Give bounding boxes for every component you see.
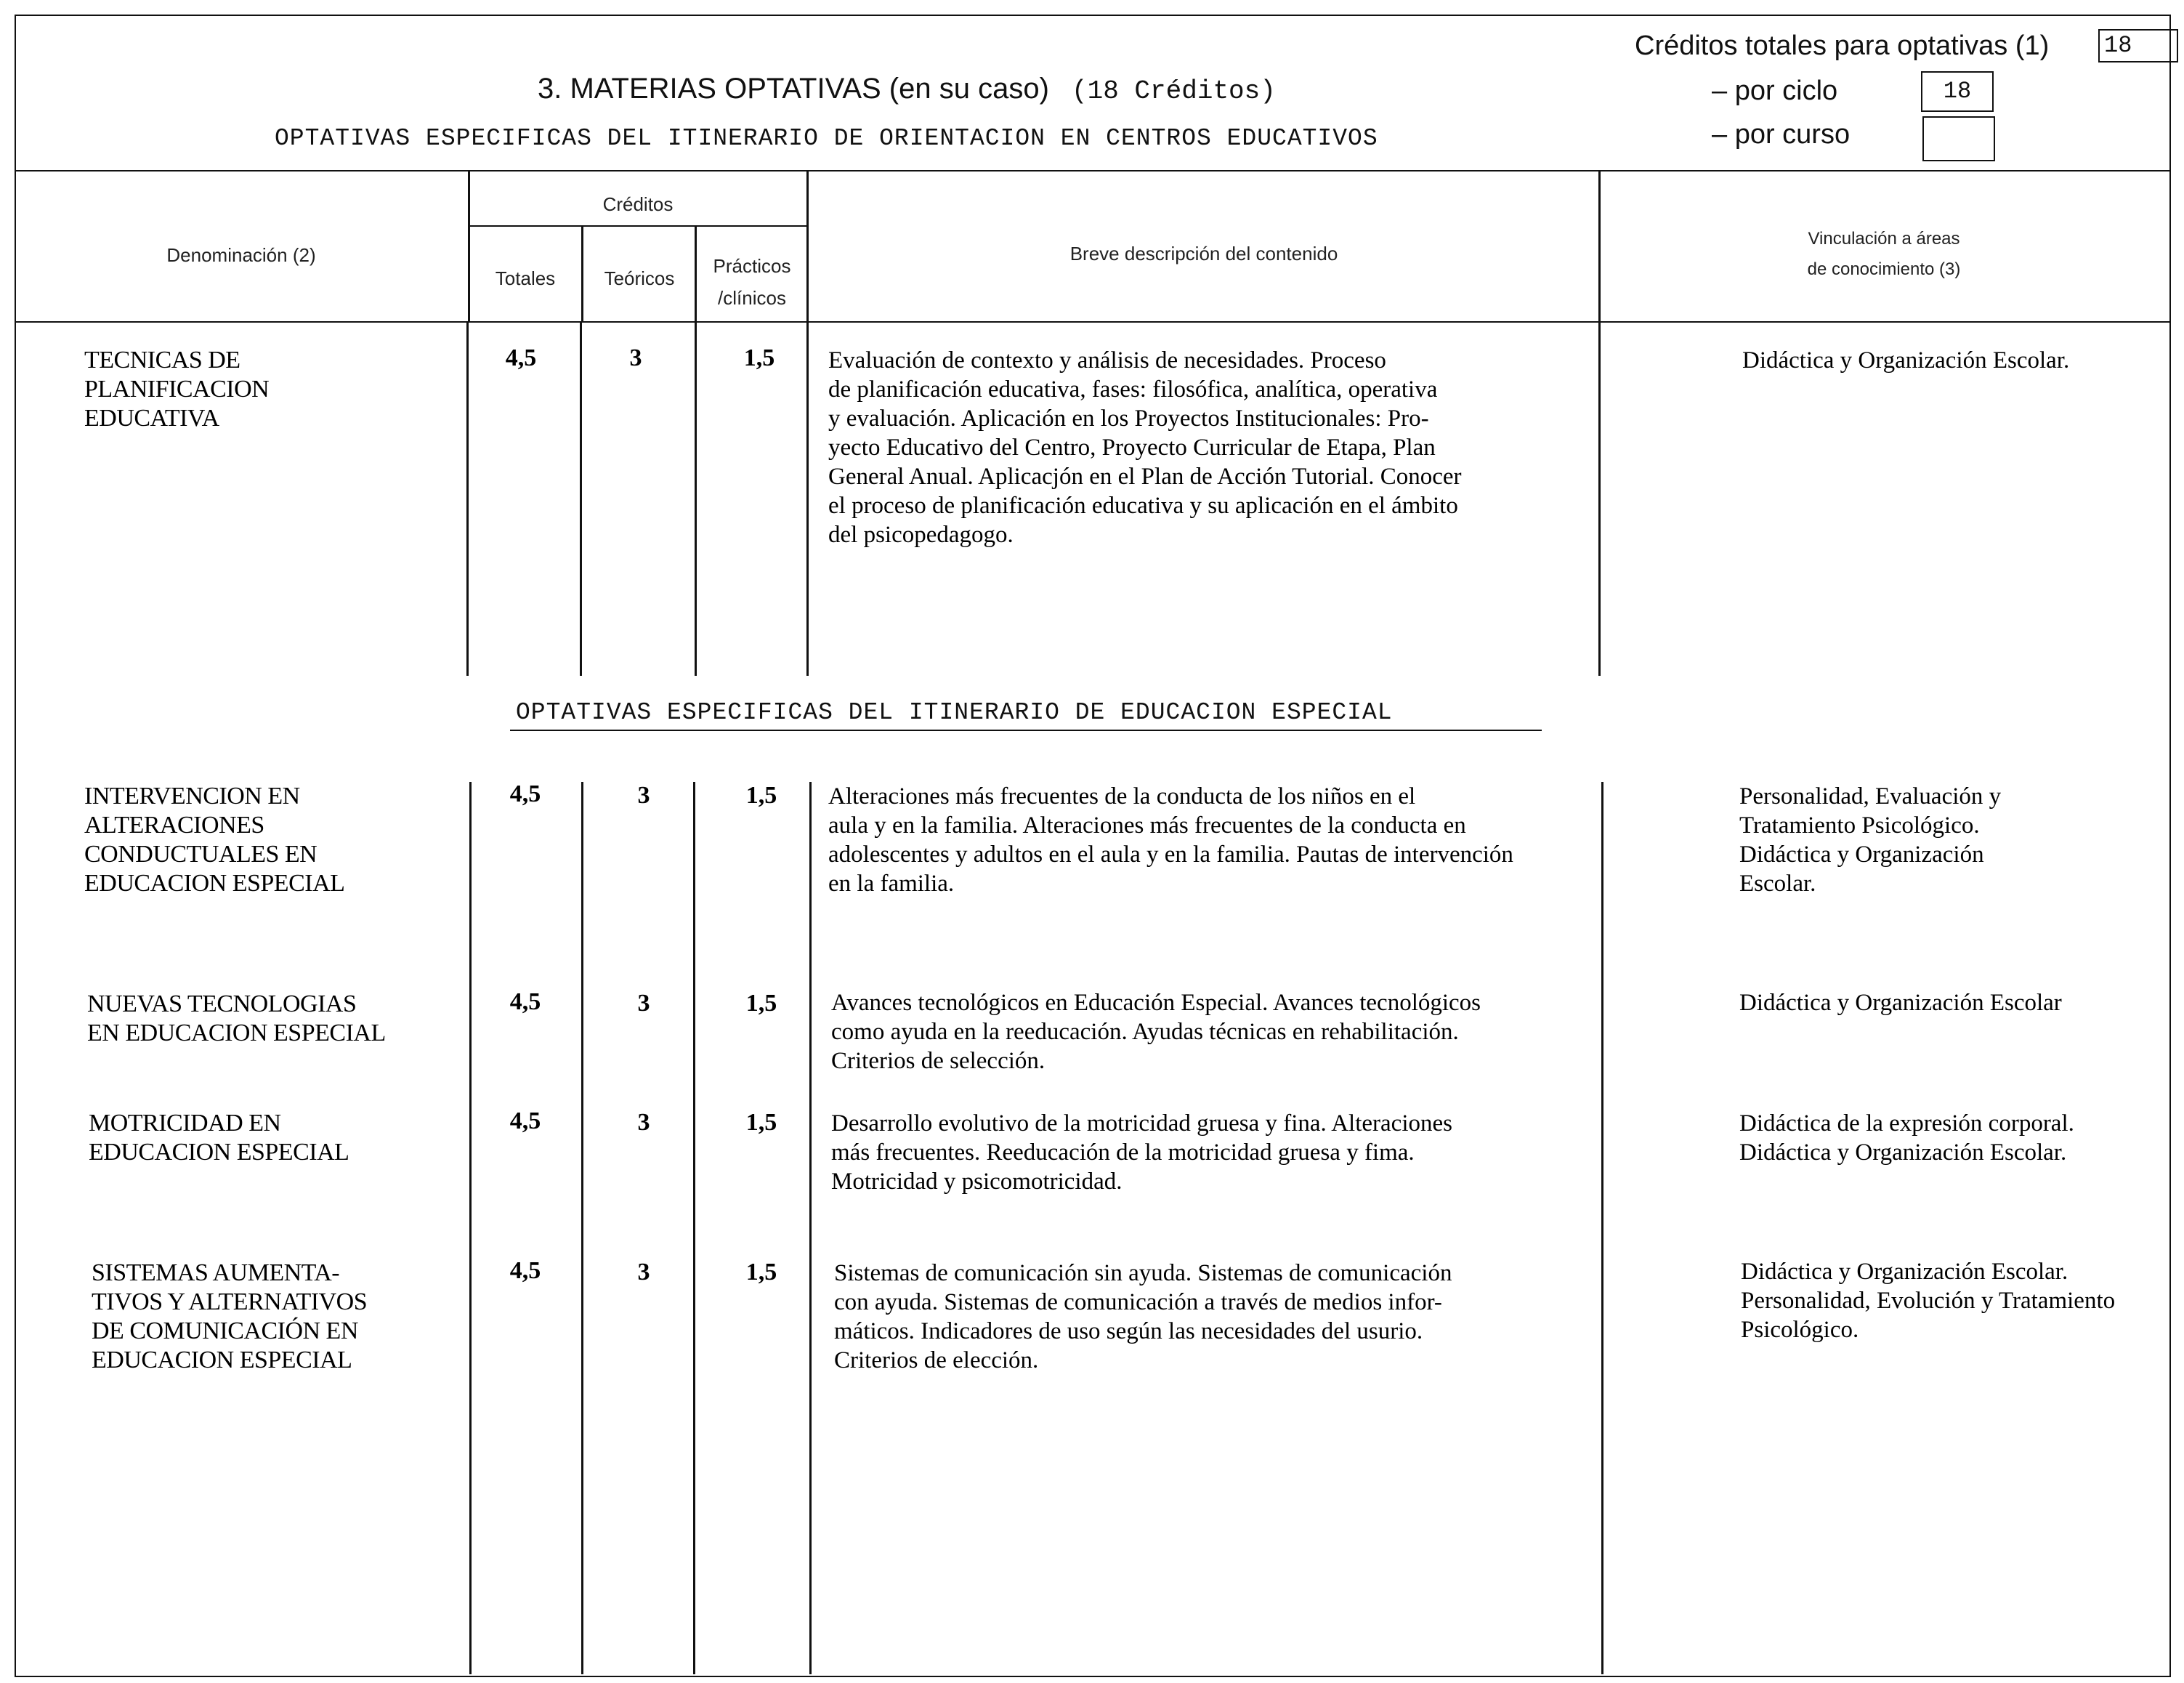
credits-practicos: 1,5: [745, 1109, 777, 1136]
credits-teoricos: 3: [629, 344, 642, 371]
credits-teoricos: 3: [637, 990, 650, 1017]
per-course-label: – por curso: [1712, 119, 1851, 150]
credits-totales: 4,5: [509, 780, 541, 807]
knowledge-area: Didáctica y Organización Escolar. Personalidad, Evolución y Tratamiento Psicológico.: [1741, 1259, 2116, 1343]
col-header-practicos: [696, 250, 808, 314]
subject-name: NUEVAS TECNOLOGIAS EN EDUCACION ESPECIAL: [87, 990, 386, 1046]
body-col-line-1b: [469, 782, 472, 1674]
credits-practicos: 1,5: [745, 1259, 777, 1286]
subject-name: INTERVENCION EN ALTERACIONES CONDUCTUALES EN EDUCACION ESPECIAL: [84, 783, 345, 897]
header-divider: [15, 170, 2169, 171]
per-course-box: [1922, 116, 1995, 161]
subject-description: Sistemas de comunicación sin ayuda. Sistemas de comunicación con ayuda. Sistemas de comunicación a través de medios infor- máticos. Indicadores de uso según las necesidades del usurio. Criterios de elección.: [834, 1260, 1452, 1373]
col-header-vinculacion-2: de conocimiento (3): [1807, 259, 1961, 279]
subject-description: Avances tecnológicos en Educación Especial. Avances tecnológicos como ayuda en la reeducación. Ayudas técnicas en rehabilitación. Criterios de selección.: [831, 990, 1481, 1074]
credits-total-box: 18: [2098, 29, 2178, 62]
col-header-vinculacion: [1600, 224, 2168, 285]
col-header-practicos-2: /clínicos: [718, 287, 786, 309]
col-header-totales: Totales: [495, 267, 556, 289]
col-header-vinculacion-1: Vinculación a áreas: [1808, 229, 1960, 249]
body-col-line-3b: [693, 782, 695, 1674]
body-col-line-5a: [1598, 323, 1601, 676]
body-col-line-2a: [580, 323, 582, 676]
credits-practicos: 1,5: [745, 990, 777, 1017]
subject-name: MOTRICIDAD EN EDUCACION ESPECIAL: [89, 1110, 349, 1166]
credits-teoricos: 3: [637, 782, 650, 809]
body-col-line-4a: [806, 323, 809, 676]
credits-practicos: 1,5: [743, 344, 775, 371]
credits-totales: 4,5: [505, 344, 537, 371]
per-cycle-label: – por ciclo: [1712, 76, 1838, 106]
body-col-line-1a: [466, 323, 469, 676]
itinerary-2-title: OPTATIVAS ESPECIFICAS DEL ITINERARIO DE EDUCACION ESPECIAL: [516, 699, 1393, 726]
body-col-line-2b: [581, 782, 583, 1674]
subject-name: TECNICAS DE PLANIFICACION EDUCATIVA: [84, 347, 270, 432]
per-cycle-box: 18: [1921, 71, 1994, 112]
knowledge-area: Didáctica de la expresión corporal. Didáctica y Organización Escolar.: [1739, 1110, 2074, 1166]
knowledge-area: Didáctica y Organización Escolar.: [1742, 347, 2070, 374]
body-col-line-4b: [809, 782, 812, 1674]
section-title: [538, 73, 1276, 106]
credits-totales: 4,5: [509, 1257, 541, 1284]
knowledge-area: Personalidad, Evaluación y Tratamiento Psicológico. Didáctica y Organización Escolar.: [1739, 783, 2002, 897]
body-col-line-5b: [1601, 782, 1603, 1674]
col-header-descripcion: Breve descripción del contenido: [1069, 243, 1338, 265]
knowledge-area: Didáctica y Organización Escolar: [1739, 990, 2062, 1016]
creditos-divider: [468, 225, 808, 227]
body-col-line-3a: [695, 323, 697, 676]
credits-practicos: 1,5: [745, 782, 777, 809]
subject-description: Alteraciones más frecuentes de la conducta de los niños en el aula y en la familia. Alteraciones más frecuentes de la conducta en adolescentes y adultos en el aula y en la familia. Pautas de intervención en la familia.: [828, 783, 1513, 897]
credits-teoricos: 3: [637, 1259, 650, 1286]
subject-name: SISTEMAS AUMENTA- TIVOS Y ALTERNATIVOS DE COMUNICACIÓN EN EDUCACION ESPECIAL: [92, 1259, 368, 1373]
col-header-practicos-1: Prácticos: [713, 255, 791, 277]
credits-teoricos: 3: [637, 1109, 650, 1136]
credits-total-label: Créditos totales para optativas (1): [1635, 31, 2050, 61]
col-header-teoricos: Teóricos: [604, 267, 675, 289]
col-header-denominacion: Denominación (2): [166, 244, 316, 266]
column-header-divider: [15, 321, 2169, 323]
itinerary-2-underline: [510, 730, 1542, 731]
credits-totales: 4,5: [509, 1107, 541, 1134]
section-title-text: 3. MATERIAS OPTATIVAS (en su caso): [538, 73, 1049, 105]
subject-description: Desarrollo evolutivo de la motricidad gruesa y fina. Alteraciones más frecuentes. Reeducación de la motricidad gruesa y fima. Motricidad y psicomotricidad.: [831, 1110, 1452, 1195]
credits-totales: 4,5: [509, 988, 541, 1015]
itinerary-1-title: OPTATIVAS ESPECIFICAS DEL ITINERARIO DE ORIENTACION EN CENTROS EDUCATIVOS: [275, 125, 1378, 152]
section-credits: (18 Créditos): [1072, 76, 1276, 106]
col-header-creditos: Créditos: [602, 193, 674, 215]
subject-description: Evaluación de contexto y análisis de necesidades. Proceso de planificación educativa, fases: filosófica, analítica, operativa y evaluación. Aplicación en los Proyectos Institucionales: Pro- yecto Educativo del Centro, Proyecto Curricular de Etapa, Plan General Anual. Aplicacjón en el Plan de Acción Tutorial. Conocer el proceso de planificación educativa y su aplicación en el ámbito del psicopedagogo.: [828, 347, 1462, 548]
